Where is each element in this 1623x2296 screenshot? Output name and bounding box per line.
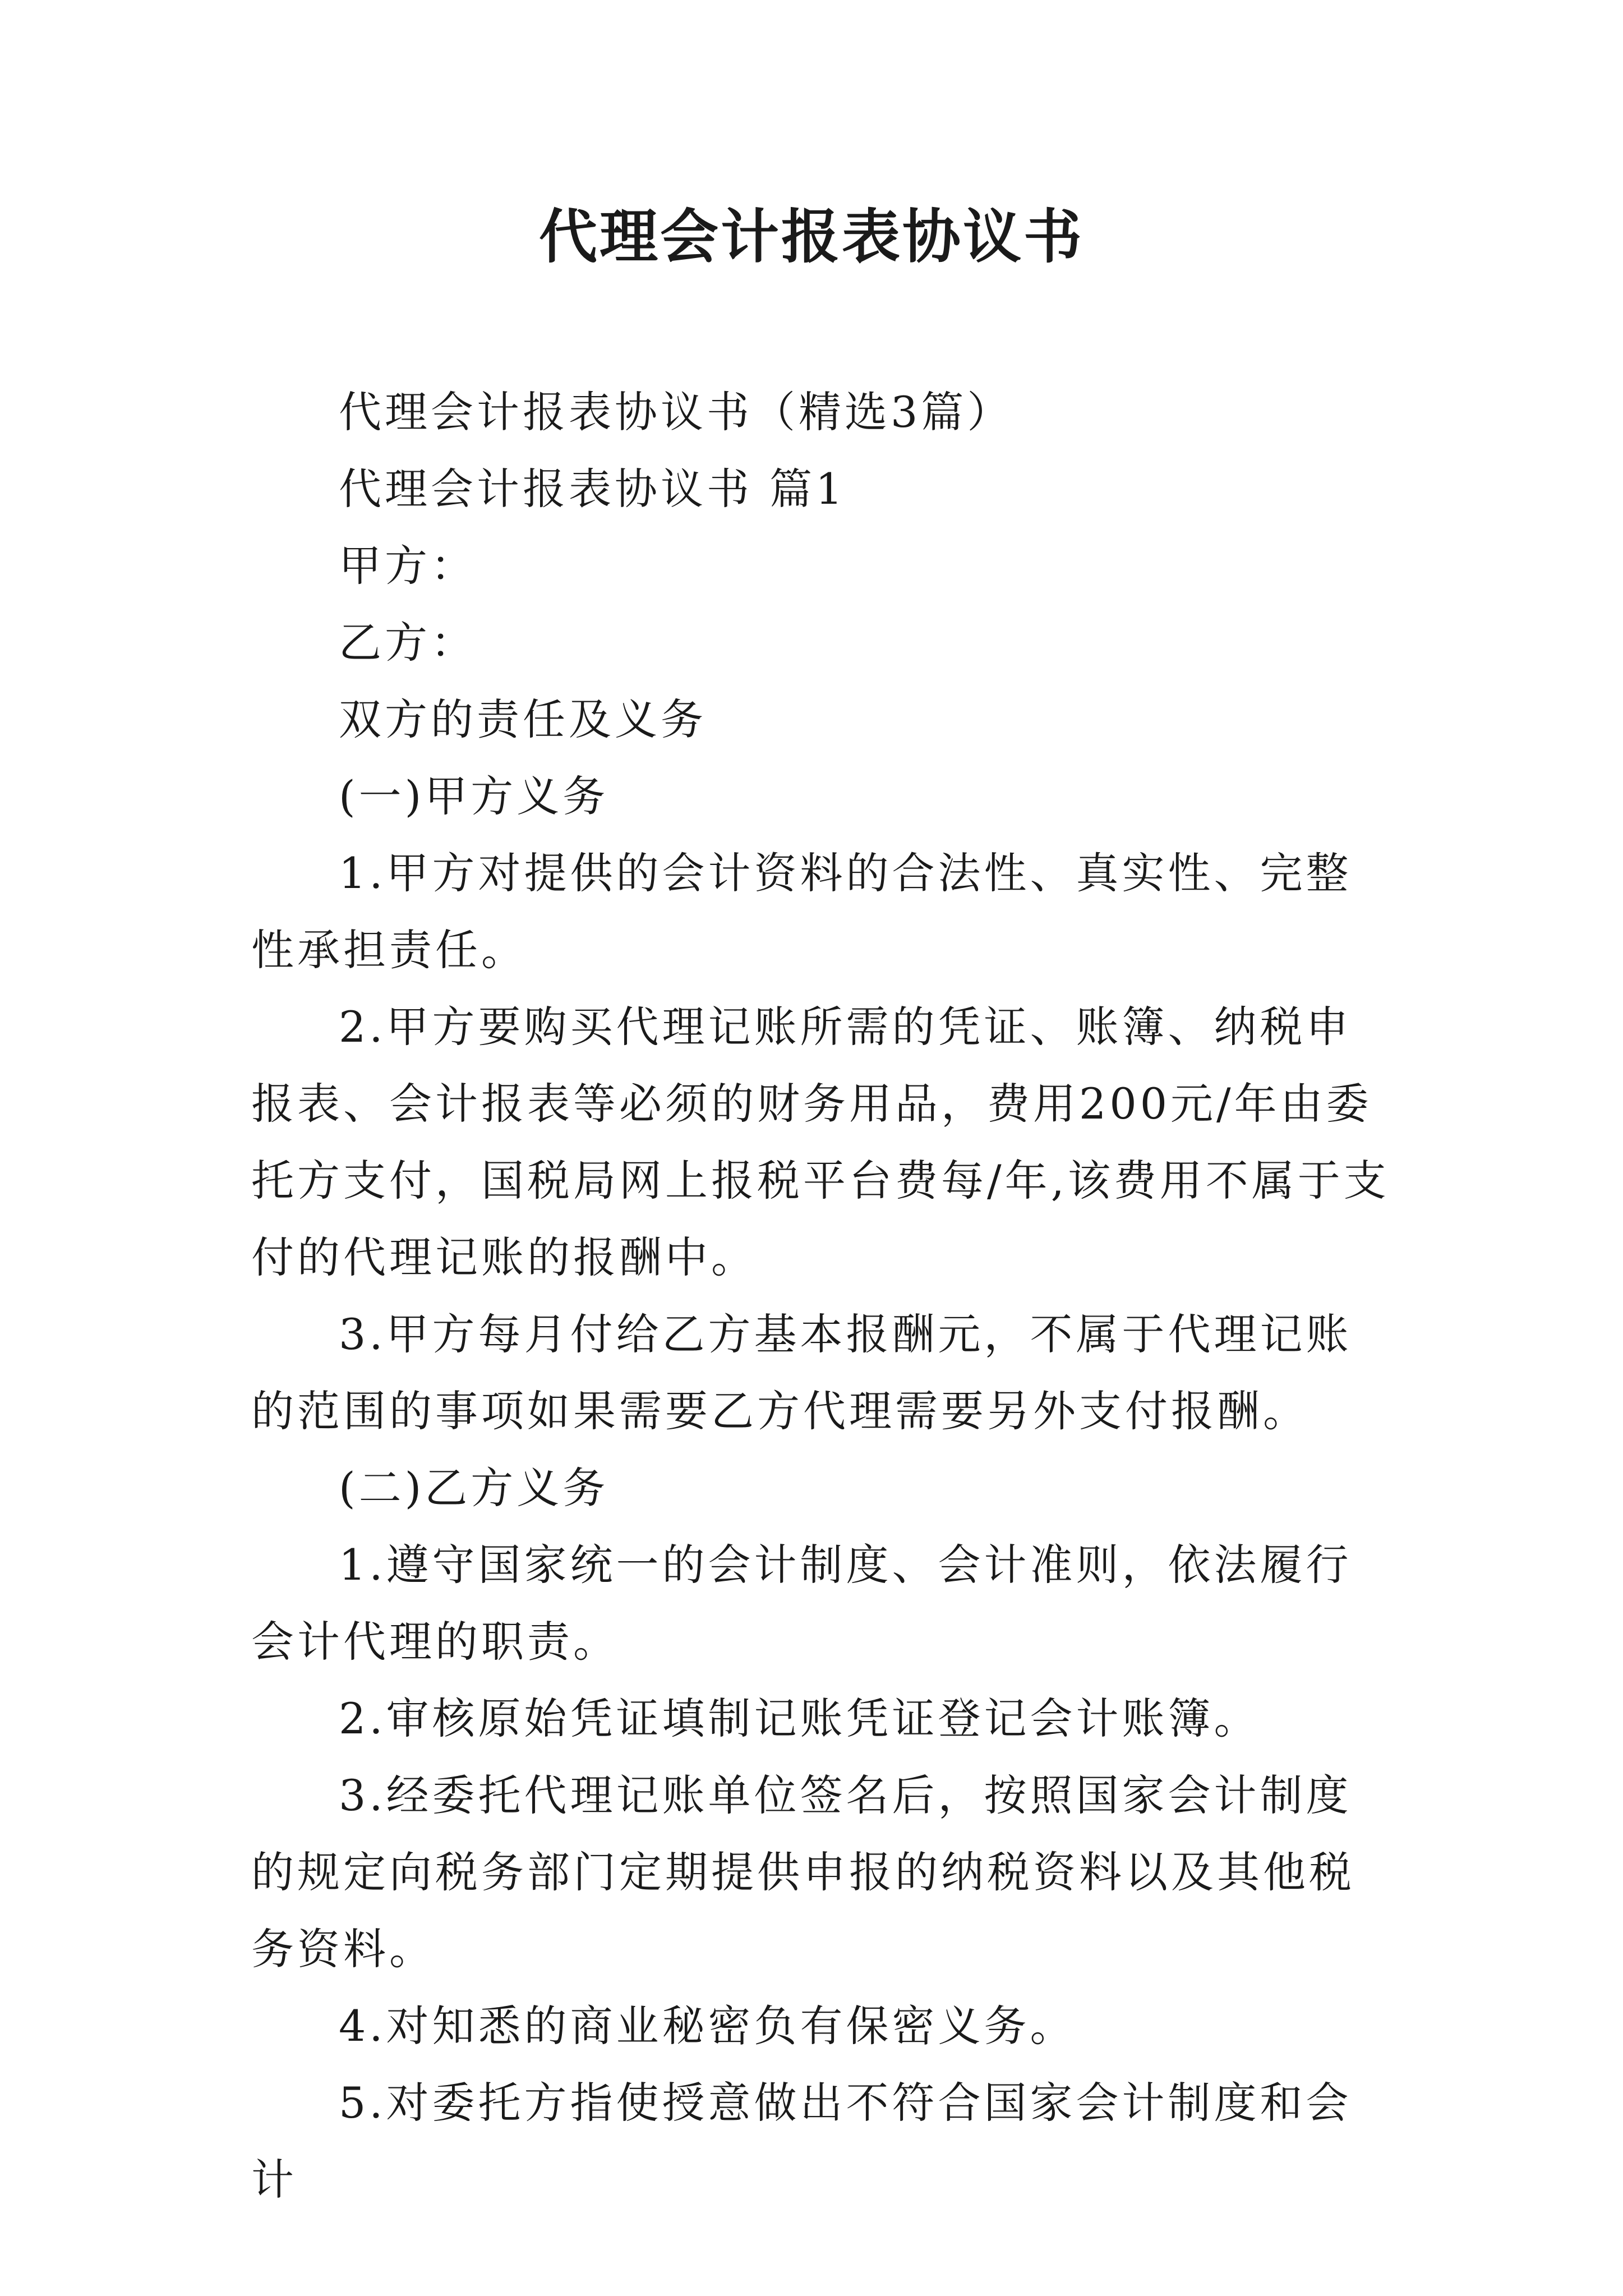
paragraph-party-b-obligation-1: 1.遵守国家统一的会计制度、会计准则，依法履行会计代理的职责。 [251, 1540, 1352, 1667]
paragraph-party-a-obligation-3: 3.甲方每月付给乙方基本报酬元，不属于代理记账的范围的事项如果需要乙方代理需要另外支付报酬。 [251, 1309, 1352, 1436]
paragraph-party-b-obligation-4: 4.对知悉的商业秘密负有保密义务。 [339, 2001, 1076, 2051]
paragraph-party-b-obligation-5: 5.对委托方指使授意做出不符合国家会计制度和会计 [251, 2078, 1352, 2205]
paragraph-party-b-obligation-2: 2.审核原始凭证填制记账凭证登记会计账簿。 [339, 1694, 1260, 1743]
paragraph-section-heading: 代理会计报表协议书 篇1 [339, 464, 846, 514]
document-body [251, 374, 1390, 2218]
paragraph-party-a-obligation-2: 2.甲方要购买代理记账所需的凭证、账簿、纳税申报表、会计报表等必须的财务用品，费用200元/年由委托方支付，国税局网上报税平台费每/年,该费用不属于支付的代理记账的报酬中。 [251, 1002, 1390, 1282]
paragraph-party-a-obligation-1: 1.甲方对提供的会计资料的合法性、真实性、完整性承担责任。 [251, 848, 1352, 975]
document-title: 代理会计报表协议书 [538, 202, 1084, 271]
paragraph-party-b-obligation-3: 3.经委托代理记账单位签名后，按照国家会计制度的规定向税务部门定期提供申报的纳税资料以及其他税务资料。 [251, 1770, 1355, 1974]
paragraph-party-b: 乙方： [339, 618, 477, 668]
paragraph-party-b-obligations-heading: (二)乙方义务 [339, 1463, 609, 1513]
paragraph-responsibilities-heading: 双方的责任及义务 [339, 694, 707, 744]
paragraph-party-a: 甲方： [339, 541, 477, 591]
paragraph-party-a-obligations-heading: (一)甲方义务 [339, 771, 609, 821]
paragraph-subtitle: 代理会计报表协议书（精选3篇） [339, 387, 1013, 437]
